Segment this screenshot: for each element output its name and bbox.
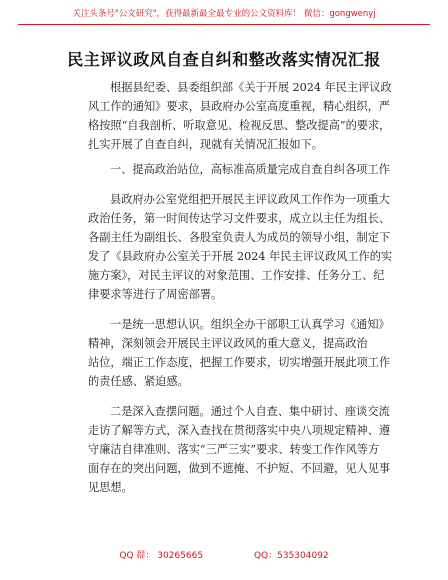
paragraph-body: [88, 190, 393, 304]
text-line: 的责任感、紧迫感。: [88, 375, 189, 388]
footer-contact: [0, 548, 448, 561]
footer-qq: QQ：535304092: [253, 551, 329, 561]
text-line: 风工作的通知》要求，县政府办公室高度重视，精心组织，严: [88, 100, 391, 113]
text-line: 政治任务，第一时间传达学习文件要求，成立以主任为组长、: [88, 212, 391, 225]
text-line: 守廉洁自律准则、落实“三严三实”要求、转变工作作风等方: [88, 443, 380, 456]
text-line: 扎实开展了自查自纠，现就有关情况汇报如下。: [88, 138, 323, 151]
section-heading: [88, 160, 388, 179]
paragraph-body: [88, 402, 391, 497]
footer-qq-group: QQ 群： 30265665: [119, 551, 204, 561]
text-line: 律要求等进行了周密部署。: [88, 288, 223, 301]
text-line: 县政府办公室党组把开展民主评议政风工作作为一项重大: [110, 193, 390, 206]
text-line: 一是统一思想认识。组织全办干部职工认真学习《通知》: [110, 318, 390, 331]
text-line: 走访了解等方式，深入查找在贯彻落实中央八项规定精神、遵: [88, 424, 391, 437]
text-line: 二是深入查摆问题。通过个人自查、集中研讨、座谈交流: [110, 405, 390, 418]
header-divider: [18, 24, 430, 25]
text-line: 发了《县政府办公室关于开展 2024 年民主评议政风工作的实: [88, 250, 393, 263]
text-line: 见思想。: [88, 481, 133, 494]
paragraph-intro: [88, 78, 392, 154]
text-line: 格按照“自我剖析、听取意见、检视反思、整改提高”的要求，: [88, 119, 391, 132]
text-line: 根据县纪委、县委组织部《关于开展 2024 年民主评议政: [110, 81, 392, 94]
document-title: 民主评议政风自查自纠和整改落实情况汇报: [67, 50, 381, 69]
text-line: 站位，端正工作态度，把握工作要求，切实增强开展此项工作: [88, 356, 391, 369]
header-banner: 关注头条号"公文研究"，获得最新最全最专业的公文资料库！ 微信：gongwenyj: [72, 9, 376, 19]
text-line: 面存在的突出问题，做到不遮掩、不护短、不回避，见人见事: [88, 462, 391, 475]
paragraph-body: [88, 315, 391, 391]
text-line: 精神，深刻领会开展民主评议政风的重大意义，提高政治: [88, 337, 368, 350]
text-line: 施方案》，对民主评议的对象范围、工作安排、任务分工、纪: [88, 269, 385, 282]
text-line: 各副主任为副组长、各股室负责人为成员的领导小组，制定下: [88, 231, 391, 244]
text-line: 一、提高政治站位，高标准高质量完成自查自纠各项工作: [110, 163, 390, 176]
